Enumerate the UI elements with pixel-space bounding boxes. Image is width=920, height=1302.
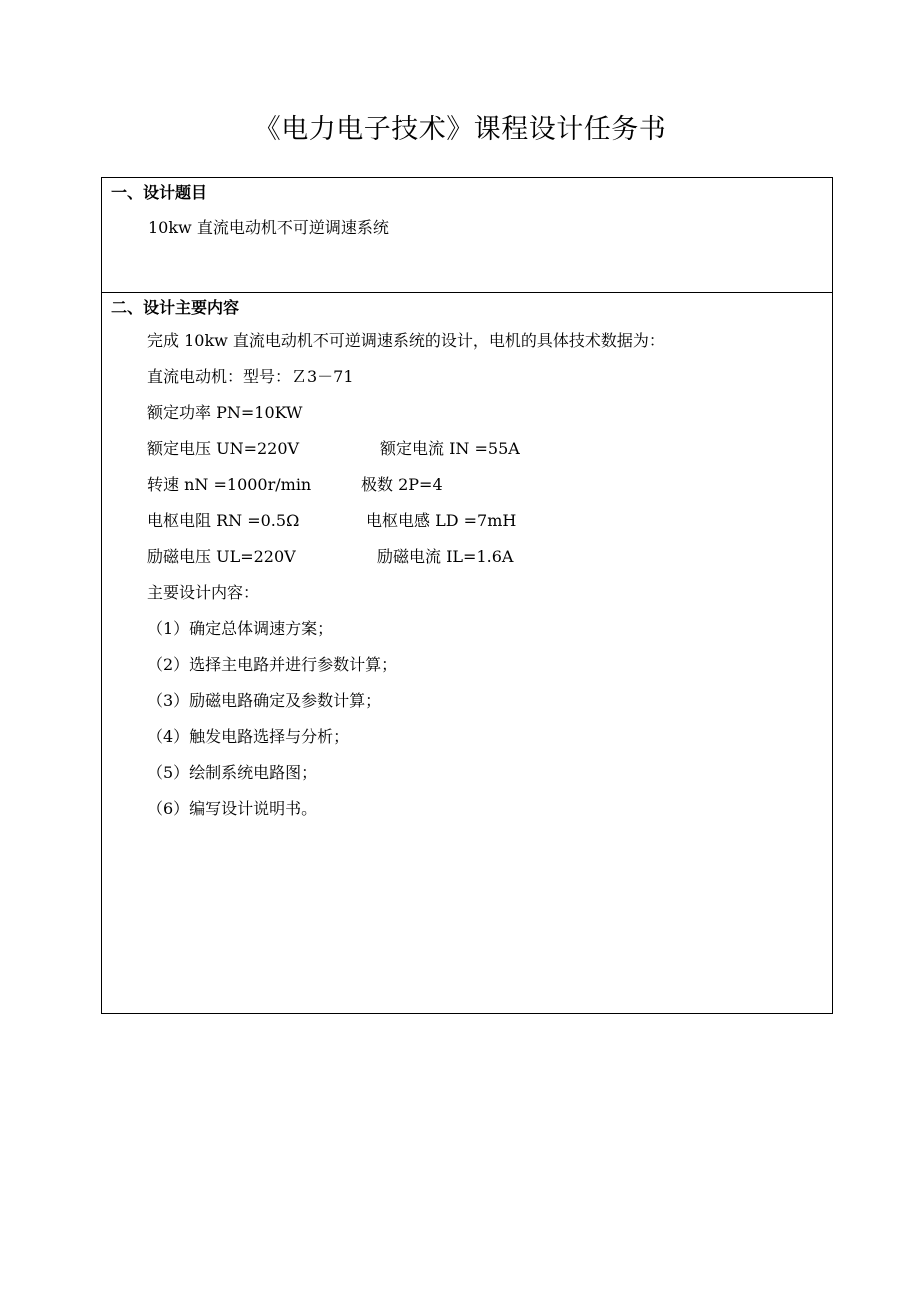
document-title: 《电力电子技术》课程设计任务书 xyxy=(253,114,667,145)
motor-model-line: 直流电动机：型号：Ｚ3－71 xyxy=(147,367,354,386)
tasks-heading: 主要设计内容： xyxy=(147,583,260,602)
task-item: （6）编写设计说明书。 xyxy=(147,799,318,818)
speed-poles-line xyxy=(147,473,665,509)
rated-power-line: 额定功率 PN=10KW xyxy=(147,403,303,422)
task-item: （2）选择主电路并进行参数计算； xyxy=(147,655,398,674)
armature-inductance: 电枢电感 LD =7mH xyxy=(366,511,517,530)
rated-voltage-current-line xyxy=(147,437,665,473)
pole-count: 极数 2P=4 xyxy=(361,475,443,494)
armature-resistance: 电枢电阻 RN =0.5Ω xyxy=(147,511,300,530)
section-design-topic xyxy=(102,178,832,293)
rated-current: 额定电流 IN =55A xyxy=(380,439,520,458)
task-item: （1）确定总体调速方案； xyxy=(147,619,334,638)
field-current: 励磁电流 IL=1.6A xyxy=(377,547,514,566)
intro-line: 完成 10kw 直流电动机不可逆调速系统的设计，电机的具体技术数据为： xyxy=(147,331,665,350)
main-content-lines xyxy=(147,329,665,833)
section-heading-main-content: 二、设计主要内容 xyxy=(111,298,240,317)
armature-line xyxy=(147,509,665,545)
task-item: （5）绘制系统电路图； xyxy=(147,763,318,782)
rated-speed: 转速 nN =1000r/min xyxy=(147,475,312,494)
rated-voltage: 额定电压 UN=220V xyxy=(147,439,300,458)
task-item: （3）励磁电路确定及参数计算； xyxy=(147,691,382,710)
task-item: （4）触发电路选择与分析； xyxy=(147,727,350,746)
field-line xyxy=(147,545,665,581)
task-form-table xyxy=(101,177,833,1014)
field-voltage: 励磁电压 UL=220V xyxy=(147,547,296,566)
section-main-content xyxy=(102,293,832,1013)
section-heading-design-topic: 一、设计题目 xyxy=(111,183,208,202)
design-topic-text: 10kw 直流电动机不可逆调速系统 xyxy=(148,218,389,237)
